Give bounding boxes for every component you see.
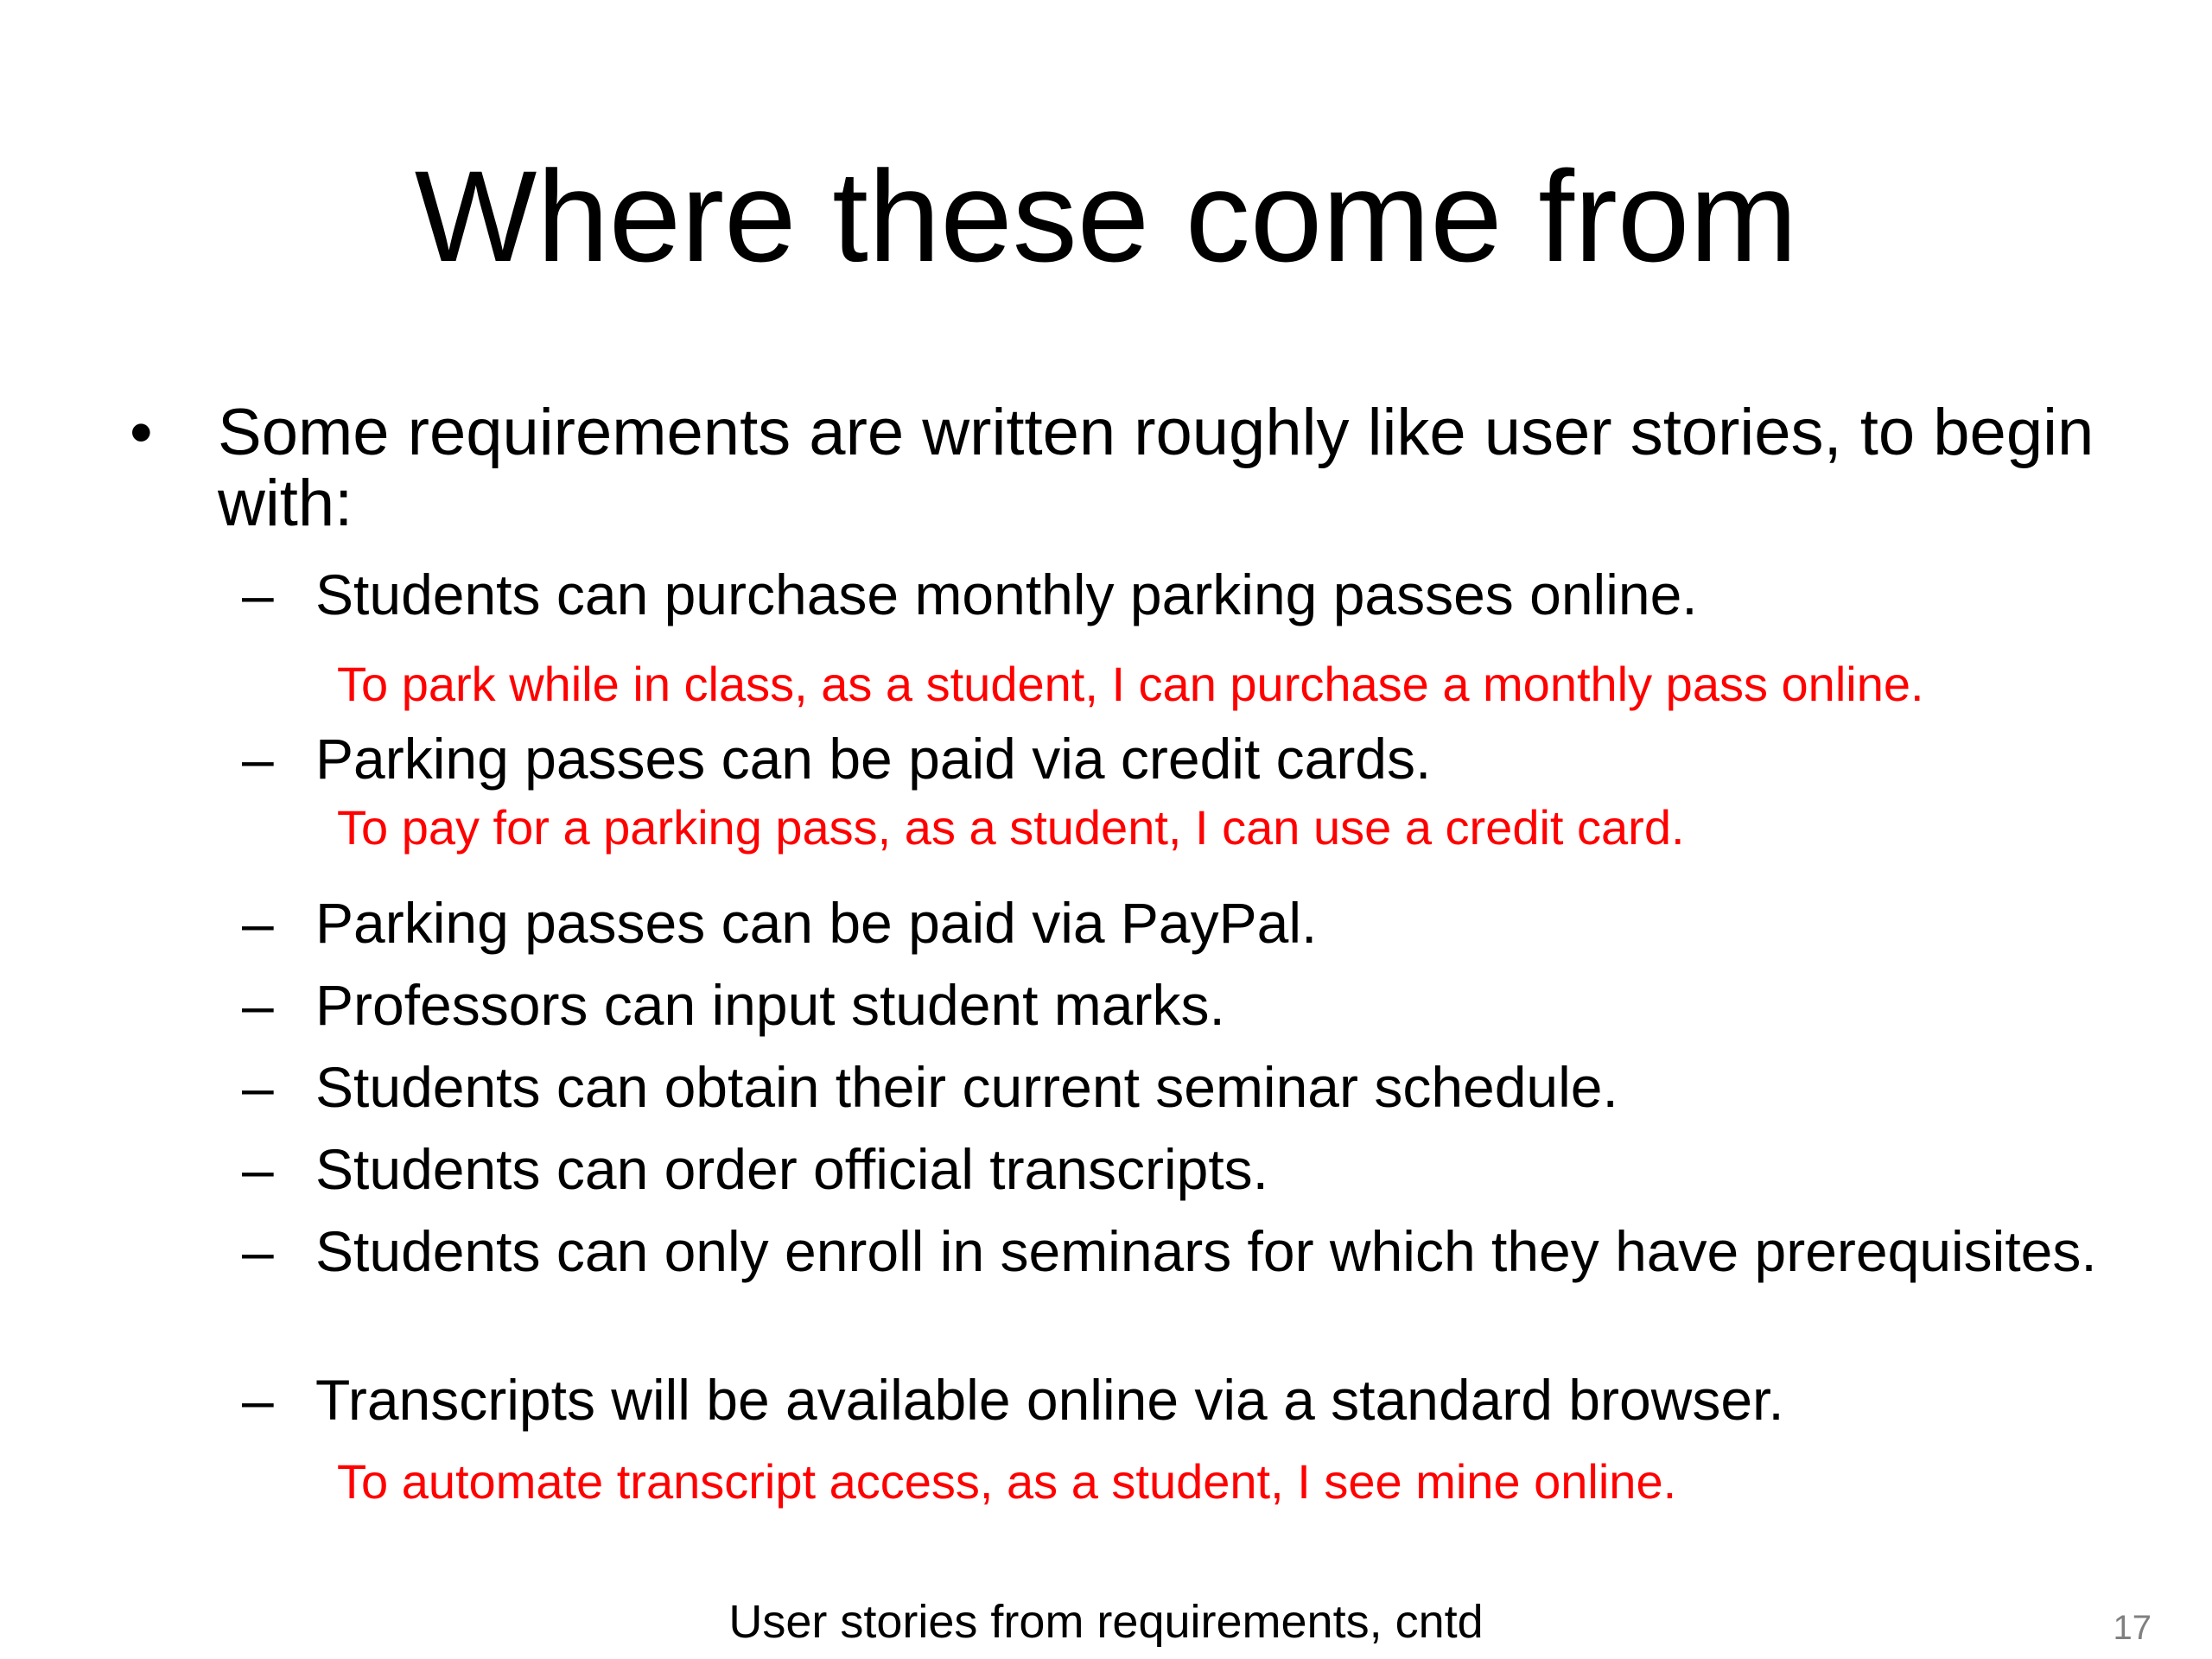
- dash-marker: –: [242, 1055, 274, 1119]
- dash-marker: –: [242, 1368, 274, 1432]
- page-number: 17: [2113, 1609, 2152, 1647]
- slide-footer: User stories from requirements, cntd: [728, 1596, 1484, 1648]
- requirement-text: Students can purchase monthly parking passes online.: [315, 563, 1698, 626]
- requirement-text: Professors can input student marks.: [315, 973, 1225, 1037]
- requirement-text: Parking passes can be paid via credit cards.: [315, 727, 1432, 791]
- user-story: To pay for a parking pass, as a student, I can use a credit card.: [337, 800, 1685, 855]
- slide-title: Where these come from: [414, 143, 1798, 289]
- requirement-text: Students can obtain their current seminar schedule.: [315, 1055, 1618, 1119]
- requirement-text: Students can order official transcripts.: [315, 1137, 1268, 1201]
- dash-marker: –: [242, 1219, 274, 1283]
- requirement-text: Transcripts will be available online via a standard browser.: [315, 1368, 1784, 1432]
- user-story: To park while in class, as a student, I can purchase a monthly pass online.: [337, 657, 1924, 711]
- dash-marker: –: [242, 1137, 274, 1201]
- user-story: To automate transcript access, as a student, I see mine online.: [337, 1454, 1677, 1509]
- dash-marker: –: [242, 891, 274, 955]
- bullet-marker: •: [130, 396, 153, 469]
- dash-marker: –: [242, 727, 274, 791]
- dash-marker: –: [242, 973, 274, 1037]
- dash-marker: –: [242, 563, 274, 626]
- main-bullet-text: Some requirements are written roughly like user stories, to begin with:: [218, 396, 2094, 540]
- requirement-text: Parking passes can be paid via PayPal.: [315, 891, 1318, 955]
- requirement-text: Students can only enroll in seminars for which they have prerequisites.: [315, 1219, 2097, 1283]
